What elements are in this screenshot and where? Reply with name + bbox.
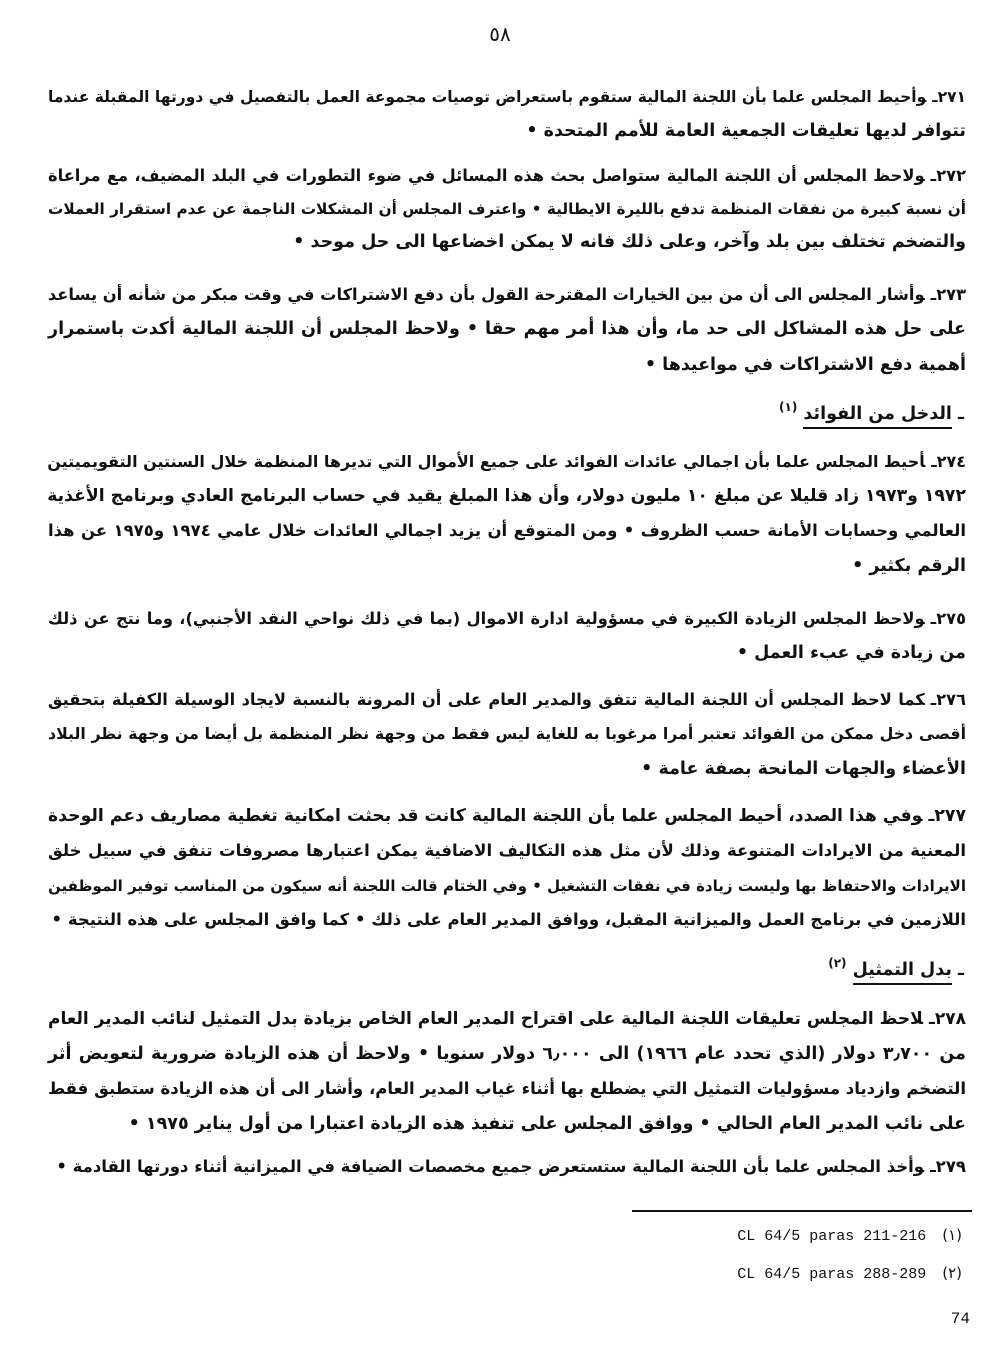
paragraph-text: كما لاحظ المجلس أن اللجنة المالية تتفق والمدير العام على أن المرونة بالنسبة لايجاد الوسيلة الكفيلة بتحقيق xyxy=(48,690,925,709)
paragraph-number: ٢٧٤ـ xyxy=(931,452,966,471)
paragraph-278-line-4: على نائب المدير العام الحالي • ووافق المجلس على تنفيذ هذه الزيادة اعتبارا من أول يناير ١٩٧٥ • xyxy=(128,1114,966,1134)
paragraph-277-line-4: اللازمين في برنامج العمل والميزانية المقبل، ووافق المدير العام على ذلك • كما وافق المجلس على هذه النتيجة • xyxy=(51,910,966,929)
paragraph-text: وأخذ المجلس علما بأن اللجنة المالية ستستعرض جميع مخصصات الضيافة في الميزانية أثناء دورتها القادمة • xyxy=(56,1157,925,1176)
paragraph-271-line-2: تتوافر لديها تعليقات الجمعية العامة للأمم المتحدة • xyxy=(526,121,966,141)
paragraph-278-line-2: من ٣٫٧٠٠ دولار (الذي تحدد عام ١٩٦٦) الى ٦٫٠٠٠ دولار سنويا • ولاحظ أن هذه الزيادة ضرورية لتعويض أثر xyxy=(48,1044,966,1064)
paragraph-278-line-1 xyxy=(48,1006,966,1032)
paragraph-273-line-1 xyxy=(48,282,966,308)
footnote-ref: (١) xyxy=(779,400,798,414)
paragraph-276-line-1 xyxy=(48,687,966,713)
paragraph-number: ٢٧٨ـ xyxy=(929,1009,966,1029)
paragraph-text: وأحيط المجلس علما بأن اللجنة المالية ستقوم باستعراض توصيات مجموعة العمل بالتفصيل في دورتها المقبلة عندما xyxy=(48,88,927,106)
footnote-1 xyxy=(737,1226,962,1245)
footnote-text: CL 64/5 paras 211-216 xyxy=(737,1228,927,1245)
section-heading-representation-allowance xyxy=(828,950,964,983)
paragraph-number: ٢٧٣ـ xyxy=(930,285,966,304)
paragraph-text: وأشار المجلس الى أن من بين الخيارات المقترحة القول بأن دفع الاشتراكات في وقت مبكر من شأنه أن يساعد xyxy=(47,285,925,304)
folio-number: 74 xyxy=(950,1310,970,1328)
section-heading-interest-income xyxy=(779,394,964,427)
footnote-ref: (٢) xyxy=(828,956,847,970)
heading-dash: ـ xyxy=(951,404,964,424)
page-number-arabic: ٥٨ xyxy=(489,22,511,46)
paragraph-text: أحيط المجلس علما بأن اجمالي عائدات الفوائد على جميع الأموال التي تديرها المنظمة خلال السنتين التقويميتين xyxy=(47,452,926,471)
paragraph-274-line-1 xyxy=(48,449,966,475)
paragraph-number: ٢٧١ـ xyxy=(932,88,966,106)
paragraph-text: ولاحظ المجلس الزيادة الكبيرة في مسؤولية ادارة الاموال (بما في ذلك نواحي النقد الأجنبي)، وما نتج عن ذلك xyxy=(48,609,925,628)
paragraph-number: ٢٧٥ـ xyxy=(930,609,966,628)
paragraph-276-line-3: الأعضاء والجهات المانحة بصفة عامة • xyxy=(641,759,966,779)
paragraph-number: ٢٧٩ـ xyxy=(930,1157,966,1176)
paragraph-277-line-2: المعنية من الايرادات المتنوعة وذلك لأن مثل هذه التكاليف الاضافية يمكن اعتبارها مصروفات تنفق في سبيل خلق xyxy=(48,841,966,860)
paragraph-276-line-2: أقصى دخل ممكن من الفوائد تعتبر أمرا مرغوبا به للغاية ليس فقط من وجهة نظر المنظمة بل أيضا من وجهة نظر البلاد xyxy=(48,724,966,743)
paragraph-275-line-2: من زيادة في عبء العمل • xyxy=(736,643,966,663)
paragraph-text: وفي هذا الصدد، أحيط المجلس علما بأن اللجنة المالية كانت قد بحثت امكانية تغطية مصاريف دعم الوحدة xyxy=(48,806,923,826)
paragraph-279-line-1 xyxy=(48,1154,966,1180)
paragraph-274-line-4: الرقم بكثير • xyxy=(852,556,966,576)
footnote-mark: (١) xyxy=(942,1226,962,1244)
paragraph-277-line-3: الايرادات والاحتفاظ بها وليست زيادة في نفقات التشغيل • وفي الختام قالت اللجنة أنه سيكون من المناسب توفير الموظفين xyxy=(48,877,966,895)
paragraph-277-line-1 xyxy=(48,803,966,829)
paragraph-number: ٢٧٢ـ xyxy=(930,166,966,185)
paragraph-number: ٢٧٦ـ xyxy=(930,690,966,709)
paragraph-272-line-3: والتضخم تختلف بين بلد وآخر، وعلى ذلك فانه لا يمكن اخضاعها الى حل موحد • xyxy=(293,232,966,252)
heading-text: الدخل من الفوائد xyxy=(803,404,952,429)
paragraph-273-line-3: أهمية دفع الاشتراكات في مواعيدها • xyxy=(644,355,966,375)
paragraph-text: لاحظ المجلس تعليقات اللجنة المالية على اقتراح المدير العام الخاص بزيادة بدل التمثيل لنائب المدير العام xyxy=(48,1009,924,1029)
heading-dash: ـ xyxy=(951,960,964,980)
footnote-mark: (٢) xyxy=(942,1264,962,1282)
paragraph-271-line-1 xyxy=(48,84,966,110)
paragraph-275-line-1 xyxy=(48,606,966,632)
paragraph-273-line-2: على حل هذه المشاكل الى حد ما، وأن هذا أمر مهم حقا • ولاحظ المجلس أن اللجنة المالية أكدت باستمرار xyxy=(48,319,966,339)
paragraph-272-line-2: أن نسبة كبيرة من نفقات المنظمة تدفع بالليرة الايطالية • واعترف المجلس أن المشكلات الناجمة عن عدم استقرار العملات xyxy=(48,200,966,218)
paragraph-272-line-1 xyxy=(48,163,966,189)
paragraph-text: ولاحظ المجلس أن اللجنة المالية ستواصل بحث هذه المسائل في ضوء التطورات في البلد المضيف، مع مراعاة xyxy=(48,166,925,185)
paragraph-number: ٢٧٧ـ xyxy=(928,806,966,826)
paragraph-274-line-3: العالمي وحسابات الأمانة حسب الظروف • ومن المتوقع أن يزيد اجمالي العائدات خلال عامي ١٩٧٤ و١٩٧٥ عن هذا xyxy=(48,521,966,540)
paragraph-274-line-2: ١٩٧٢ و١٩٧٣ زاد قليلا عن مبلغ ١٠ مليون دولار، وأن هذا المبلغ يقيد في حساب البرنامج العادي وبرنامج الأغذية xyxy=(47,486,966,506)
paragraph-278-line-3: التضخم وازدياد مسؤوليات التمثيل التي يضطلع بها أثناء غياب المدير العام، وأشار الى أن هذه الزيادة ستطبق فقط xyxy=(48,1079,966,1098)
heading-text: بدل التمثيل xyxy=(853,960,952,985)
footnote-2 xyxy=(737,1264,962,1283)
footnote-separator xyxy=(632,1210,972,1212)
footnote-text: CL 64/5 paras 288-289 xyxy=(737,1266,927,1283)
